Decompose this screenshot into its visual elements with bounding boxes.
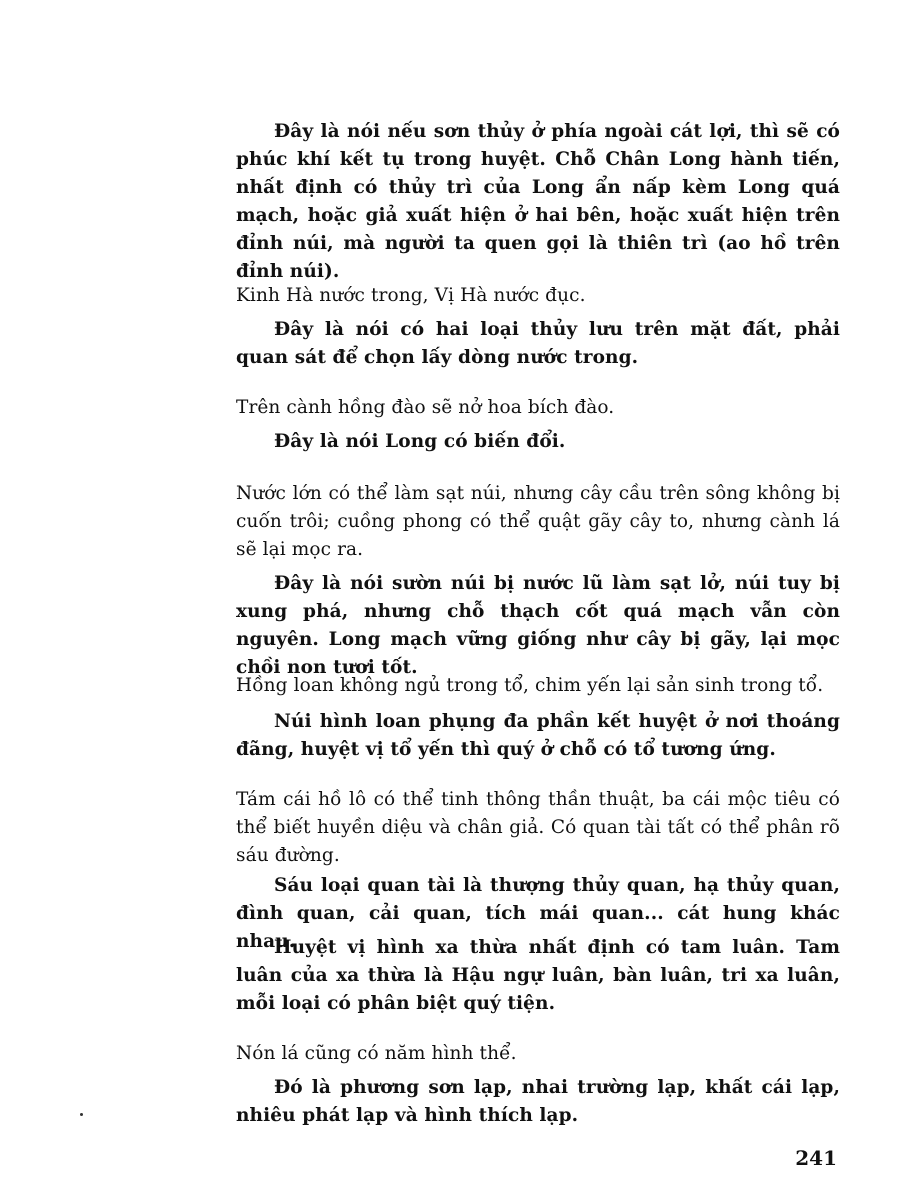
paragraph-statement-3: Nước lớn có thể làm sạt núi, nhưng cây cầu trên sông không bị cuốn trôi; cuồng phong có thể quật gãy cây to, nhưng cành lá sẽ lại mọc ra.: [236, 483, 840, 560]
paragraph-explanation-8: Đó là phương sơn lạp, nhai trường lạp, khất cái lạp, nhiêu phát lạp và hình thích lạp.: [236, 1077, 840, 1126]
paragraph-explanation-3: Đây là nói Long có biến đổi.: [274, 431, 566, 452]
paragraph-explanation-1: Đây là nói nếu sơn thủy ở phía ngoài cát lợi, thì sẽ có phúc khí kết tụ trong huyệt. Chỗ Chân Long hành tiến, nhất định có thủy trì của Long ẩn nấp kèm Long quá mạch, hoặc giả xuất hiện ở hai bên, hoặc xuất hiện trên đỉnh núi, mà người ta quen gọi là thiên trì (ao hồ trên đỉnh núi).: [236, 121, 840, 282]
paragraph-explanation-6: Sáu loại quan tài là thượng thủy quan, hạ thủy quan, đình quan, cải quan, tích mái quan... cát hung khác nhau.: [236, 875, 840, 952]
page-number: 241: [795, 1146, 837, 1170]
paragraph-explanation-5: Núi hình loan phụng đa phần kết huyệt ở nơi thoáng đãng, huyệt vị tổ yến thì quý ở chỗ có tổ tương ứng.: [236, 711, 840, 760]
paragraph-statement-4: Hồng loan không ngủ trong tổ, chim yến lại sản sinh trong tổ.: [236, 675, 824, 696]
paragraph-explanation-2: Đây là nói có hai loại thủy lưu trên mặt đất, phải quan sát để chọn lấy dòng nước trong.: [236, 319, 840, 368]
scan-speck: [80, 1113, 83, 1116]
paragraph-statement-1: Kinh Hà nước trong, Vị Hà nước đục.: [236, 285, 586, 306]
paragraph-explanation-4: Đây là nói sườn núi bị nước lũ làm sạt lở, núi tuy bị xung phá, nhưng chỗ thạch cốt quá mạch vẫn còn nguyên. Long mạch vững giống như cây bị gãy, lại mọc chồi non tươi tốt.: [236, 573, 840, 678]
paragraph-statement-2: Trên cành hồng đào sẽ nở hoa bích đào.: [236, 397, 615, 418]
paragraph-statement-5: Tám cái hồ lô có thể tinh thông thần thuật, ba cái mộc tiêu có thể biết huyền diệu và chân giả. Có quan tài tất có thể phân rõ sáu đường.: [236, 789, 840, 866]
paragraph-statement-6: Nón lá cũng có năm hình thể.: [236, 1043, 517, 1064]
paragraph-explanation-7: Huyệt vị hình xa thừa nhất định có tam luân. Tam luân của xa thừa là Hậu ngự luân, bàn luân, tri xa luân, mỗi loại có phân biệt quý tiện.: [236, 937, 840, 1014]
